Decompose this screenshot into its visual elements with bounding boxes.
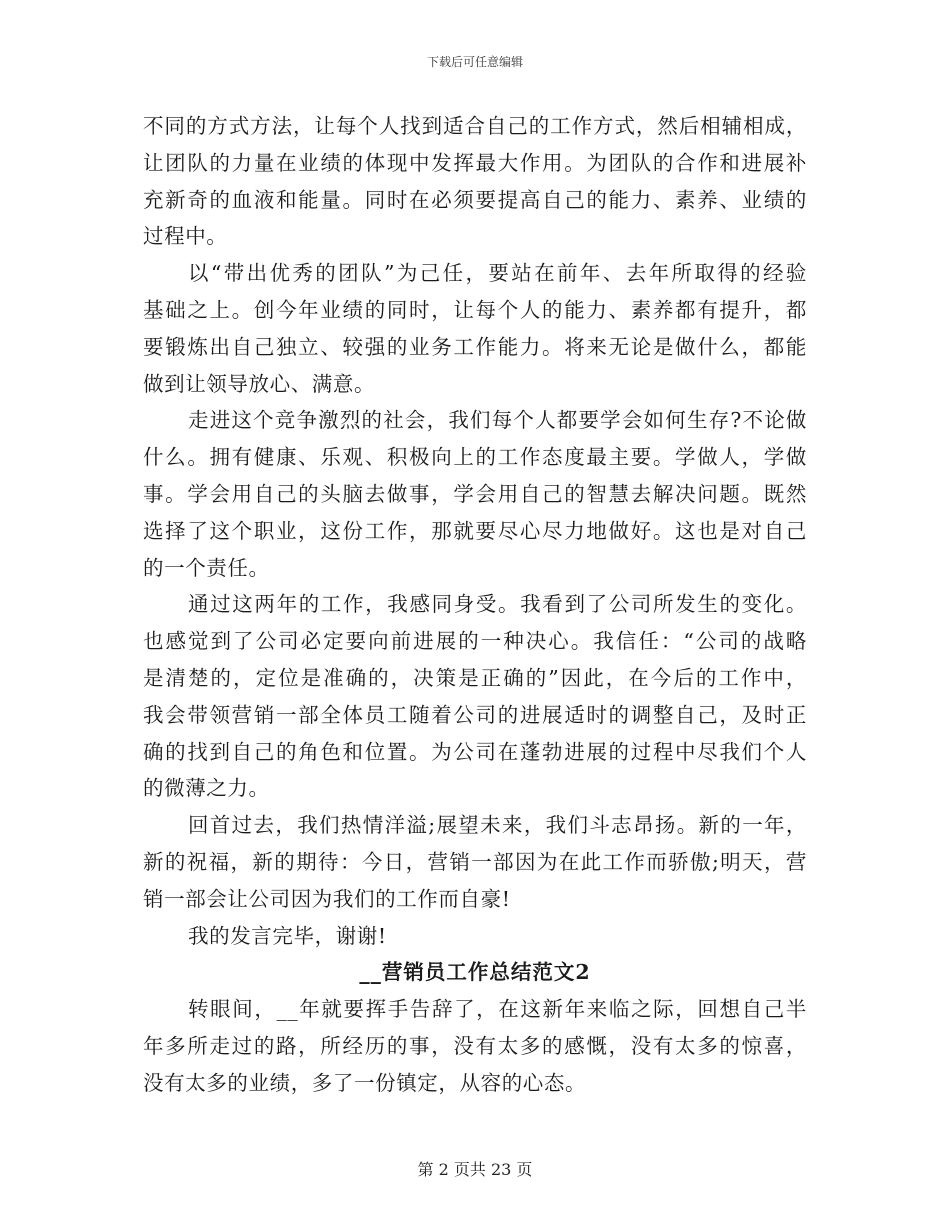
body-line: 年多所走过的路，所经历的事，没有太多的感慨，没有太多的惊喜， xyxy=(143,1033,807,1058)
body-line: 确的找到自己的角色和位置。为公司在蓬勃进展的过程中尽我们个人 xyxy=(143,739,807,764)
body-line: 让团队的力量在业绩的体现中发挥最大作用。为团队的合作和进展补 xyxy=(143,150,807,175)
body-line: 通过这两年的工作，我感同身受。我看到了公司所发生的变化。 xyxy=(188,592,807,617)
body-line: 的一个责任。 xyxy=(143,555,270,580)
body-line: 销一部会让公司因为我们的工作而自豪! xyxy=(143,886,511,911)
body-line: 没有太多的业绩，多了一份镇定，从容的心态。 xyxy=(143,1070,587,1095)
body-line: 回首过去，我们热情洋溢;展望未来，我们斗志昂扬。新的一年， xyxy=(188,813,807,838)
body-line: 也感觉到了公司必定要向前进展的一种决心。我信任：“公司的战略 xyxy=(143,629,807,654)
page-header: 下载后可任意编辑 xyxy=(426,55,523,69)
page-footer: 第 2 页共 23 页 xyxy=(417,1160,533,1179)
body-line: 基础之上。创今年业绩的同时，让每个人的能力、素养都有提升，都 xyxy=(143,297,807,322)
body-line: 以“带出优秀的团队”为己任，要站在前年、去年所取得的经验 xyxy=(188,261,807,286)
body-line: 过程中。 xyxy=(143,224,228,249)
body-line: 不同的方式方法，让每个人找到适合自己的工作方式，然后相辅相成， xyxy=(143,114,807,138)
body-line: 是清楚的，定位是准确的，决策是正确的”因此，在今后的工作中， xyxy=(143,665,807,690)
body-line: 什么。拥有健康、乐观、积极向上的工作态度最主要。学做人，学做 xyxy=(143,445,807,470)
body-line: 做到让领导放心、满意。 xyxy=(143,371,376,396)
body-line: 事。学会用自己的头脑去做事，学会用自己的智慧去解决问题。既然 xyxy=(143,481,807,506)
body-line: 我的发言完毕，谢谢! xyxy=(188,923,387,948)
body-line: 的微薄之力。 xyxy=(143,776,270,801)
body-line: 新的祝福，新的期待：今日，营销一部因为在此工作而骄傲;明天，营 xyxy=(143,849,807,874)
body-line: 充新奇的血液和能量。同时在必须要提高自己的能力、素养、业绩的 xyxy=(143,187,807,212)
body-line: 要锻炼出自己独立、较强的业务工作能力。将来无论是做什么，都能 xyxy=(143,334,807,359)
document-body xyxy=(143,108,807,1102)
body-line: 我会带领营销一部全体员工随着公司的进展适时的调整自己，及时正 xyxy=(143,702,807,727)
body-line: 走进这个竞争激烈的社会，我们每个人都要学会如何生存?不论做 xyxy=(188,408,807,433)
body-line: 转眼间，__年就要挥手告辞了，在这新年来临之际，回想自己半 xyxy=(188,997,807,1022)
section-title: __营销员工作总结范文2 xyxy=(359,960,591,985)
body-line: 选择了这个职业，这份工作，那就要尽心尽力地做好。这也是对自己 xyxy=(143,518,807,543)
